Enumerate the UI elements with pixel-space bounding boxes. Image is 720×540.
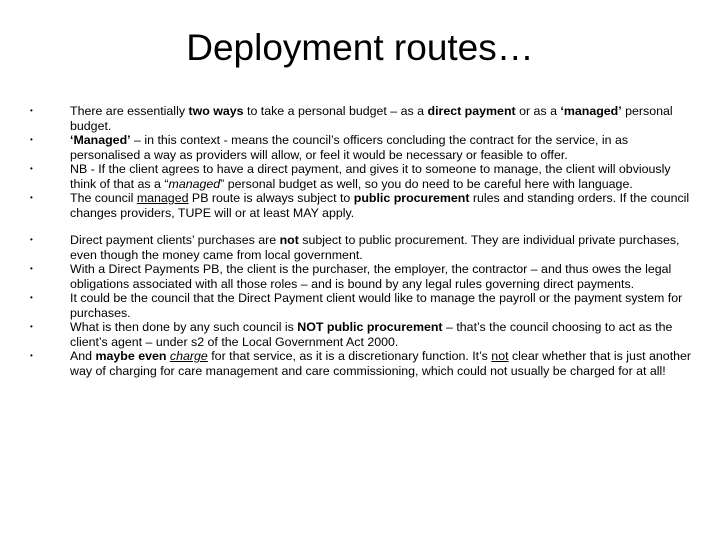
bullet-item bbox=[30, 162, 695, 191]
bullet-text-run: to take a personal budget – as a bbox=[243, 104, 428, 118]
bullet-list bbox=[30, 104, 695, 378]
bullet-item bbox=[30, 191, 695, 220]
bullet-text-run: Direct payment clients’ purchases are bbox=[70, 233, 280, 247]
bullet-text-run: maybe even bbox=[95, 349, 167, 363]
bullet-text-run: What is then done by any such council is bbox=[70, 320, 298, 334]
slide-title: Deployment routes… bbox=[186, 27, 534, 68]
bullet-text-run: managed bbox=[136, 191, 189, 205]
bullet-dot: • bbox=[30, 235, 33, 244]
bullet-text-run: for that service, as it is a discretionary function. It’s bbox=[207, 349, 492, 363]
bullet-dot: • bbox=[30, 322, 33, 331]
bullet-text-run: The council bbox=[70, 191, 137, 205]
bullet-text-run: subject to public procurement. They are individual private purchases, even though the money came from local government. bbox=[70, 233, 680, 262]
bullet-text-run: direct payment bbox=[427, 104, 516, 118]
bullet-dot: • bbox=[30, 264, 33, 273]
bullet-text-run: With a Direct Payments PB, the client is the purchaser, the employer, the contractor – and thus owes the legal obligations associated with all those roles – and is bound by any legal rules governing direct payments. bbox=[70, 262, 672, 291]
bullet-item bbox=[30, 291, 695, 320]
bullet-text-run: two ways bbox=[188, 104, 244, 118]
bullet-group-procurement bbox=[30, 104, 695, 220]
bullet-dot: • bbox=[30, 164, 33, 173]
bullet-text-run: NB - If the client agrees to have a direct payment, and gives it to someone to manage, the client will obviously think of that as a “ bbox=[70, 162, 671, 191]
bullet-text-run: NOT public procurement bbox=[297, 320, 443, 334]
bullet-text-run: or as a bbox=[515, 104, 561, 118]
bullet-text-run: clear whether that is just another way of charging for care management and care commissioning, which could not usually be charged for at all! bbox=[70, 349, 692, 378]
bullet-text-run: PB route is always subject to bbox=[188, 191, 354, 205]
bullet-dot: • bbox=[30, 351, 33, 360]
bullet-text-run: personal budget. bbox=[70, 104, 673, 133]
bullet-text-run: And bbox=[70, 349, 96, 363]
bullet-text-run: charge bbox=[169, 349, 208, 363]
bullet-text-run: not bbox=[491, 349, 509, 363]
bullet-group-direct-payments bbox=[30, 233, 695, 378]
bullet-item bbox=[30, 349, 695, 378]
bullet-text-run: ‘Managed’ bbox=[70, 133, 131, 147]
bullet-text-run: managed bbox=[168, 176, 221, 191]
bullet-text-run: – in this context - means the council’s officers concluding the contract for the service, in as personalised a way as providers will allow, or feel it would be necessary or feasible to offer. bbox=[70, 133, 629, 162]
bullet-dot: • bbox=[30, 106, 33, 115]
bullet-item bbox=[30, 262, 695, 291]
bullet-text-run: ‘managed’ bbox=[560, 104, 622, 118]
bullet-item bbox=[30, 133, 695, 162]
bullet-dot: • bbox=[30, 135, 33, 144]
bullet-text-run: not bbox=[279, 233, 299, 247]
bullet-text-run: ” personal budget as well, so you do need to be careful here with language. bbox=[220, 176, 633, 191]
bullet-item bbox=[30, 233, 695, 262]
bullet-dot: • bbox=[30, 293, 33, 302]
bullet-text-run: public procurement bbox=[353, 191, 470, 205]
bullet-text-run: – that’s the council choosing to act as the client’s agent – under s2 of the Local Government Act 2000. bbox=[70, 320, 673, 349]
group-spacer bbox=[30, 220, 695, 233]
bullet-dot: • bbox=[30, 193, 33, 202]
bullet-item bbox=[30, 320, 695, 349]
bullet-text-run: It could be the council that the Direct Payment client would like to manage the payroll or the payment system for purchases. bbox=[70, 291, 683, 320]
bullet-text-run: rules and standing orders. If the council changes providers, TUPE will or at least MAY apply. bbox=[70, 191, 690, 220]
bullet-text-run: There are essentially bbox=[70, 104, 189, 118]
bullet-item bbox=[30, 104, 695, 133]
